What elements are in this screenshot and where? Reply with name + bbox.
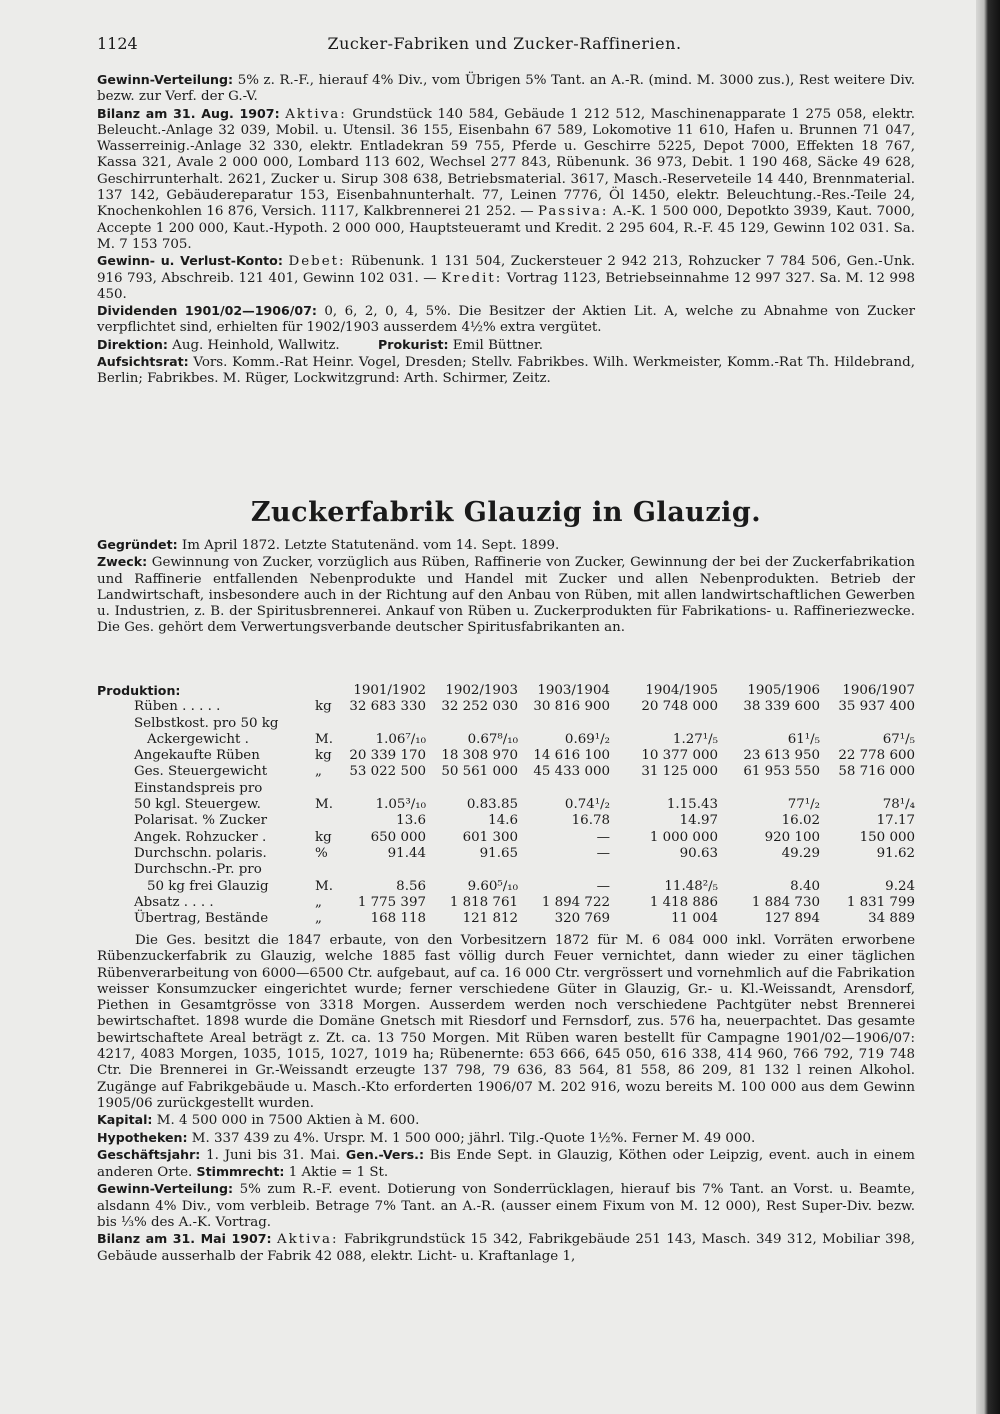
row-unit: „ — [315, 894, 322, 910]
table-cell: 10 377 000 — [641, 748, 718, 764]
row-label: 50 kgl. Steuergew. — [134, 797, 261, 813]
table-row — [97, 813, 917, 829]
prev-direktion: Direktion: Aug. Heinhold, Wallwitz. Prokurist: Emil Büttner. — [97, 336, 544, 353]
table-cell: 0.74¹/₂ — [564, 797, 610, 813]
row-label: Durchschn.-Pr. pro — [134, 862, 262, 878]
table-cell: 1 884 730 — [751, 894, 820, 910]
row-label: Übertrag, Bestände — [134, 911, 269, 927]
table-cell: 650 000 — [370, 829, 426, 845]
table-cell: — — [596, 845, 610, 861]
table-cell: 8.40 — [790, 878, 820, 894]
table-cell: 32 252 030 — [441, 699, 518, 715]
prev-bilanz: Bilanz am 31. Aug. 1907: Aktiva: Grundstück 140 584, Gebäude 1 212 512, Maschinenapparate 1 275 058, elektr. Beleucht.-Anlage 32 039, Mobil. u. Utensil. 36 155, Eisenbahn 67 589, Lokomotive 11 610, Hafen u. Brunnen 71 047, Wasserreinig.-Anlage 32 330, elektr. Entladekran 59 755, Pferde u. Geschirre 5225, Depot 7000, Effekten 18 767, Kassa 321, Avale 2 000 000, Lombard 113 602, Wechsel 277 843, Rübenunk. 36 973, Debit. 1 190 468, Säcke 49 628, Geschirrunterhalt. 2621, Zucker u. Sirup 308 638, Betriebsmaterial. 3617, Masch.-Reserveteile 14 440, Brennmaterial. 137 142, Gebäudereparatur 153, Eisenbahnunterhalt. 77, Leinen 7776, Öl 1450, elektr. Beleuchtung.-Res.-Teile 24, Knochenkohlen 16 876, Versich. 1117, Kalkbrennerei 21 252. — Passiva: A.-K. 1 500 000, Depotkto 3939, Kaut. 7000, Accepte 1 200 000, Kaut.-Hypoth. 2 000 000, Hauptsteueramt und Kredit. 2 295 604, R.-F. 45 129, Gewinn 102 031. Sa. M. 7 153 705. — [97, 105, 915, 252]
row-label: Ackergewicht . — [147, 731, 249, 747]
row-label: Ges. Steuergewicht — [134, 764, 268, 780]
table-cell: 77¹/₂ — [787, 797, 820, 813]
table-cell: 1.27¹/₅ — [672, 731, 718, 747]
table-cell: 16.78 — [571, 813, 610, 829]
table-cell: 30 816 900 — [533, 699, 610, 715]
row-label: 50 kg frei Glauzig — [147, 878, 269, 894]
row-label: Selbstkost. pro 50 kg — [134, 715, 279, 731]
year-header: 1904/1905 — [645, 683, 718, 698]
table-cell: 9.60⁵/₁₀ — [467, 878, 518, 894]
table-cell: 14.97 — [679, 813, 718, 829]
table-cell: 168 118 — [370, 911, 426, 927]
table-cell: 61¹/₅ — [787, 731, 820, 747]
table-cell: 320 769 — [554, 911, 610, 927]
table-cell: 13.6 — [396, 813, 426, 829]
table-cell: 34 889 — [868, 911, 915, 927]
table-cell: 8.56 — [396, 878, 426, 894]
table-row — [97, 911, 917, 927]
prev-gewinn-verteilung: Gewinn-Verteilung: 5% z. R.-F., hierauf 4% Div., vom Übrigen 5% Tant. an A.-R. (mind. M. 3000 zus.), Rest weitere Div. bezw. zur Verf. der G.-V. — [97, 72, 915, 105]
table-row — [97, 895, 917, 911]
row-unit: kg — [315, 748, 332, 764]
table-cell: 91.62 — [876, 845, 915, 861]
page-header — [97, 34, 912, 56]
table-cell: 90.63 — [679, 845, 718, 861]
table-row — [97, 879, 917, 895]
table-cell: 20 339 170 — [349, 748, 426, 764]
table-cell: 0.69¹/₂ — [564, 731, 610, 747]
table-row — [97, 716, 917, 732]
production-table — [97, 683, 917, 927]
company-intro — [97, 537, 915, 637]
row-unit: % — [315, 845, 328, 861]
table-cell: 1 000 000 — [649, 829, 718, 845]
page-edge-shadow — [976, 0, 1000, 1414]
running-title: Zucker-Fabriken und Zucker-Raffinerien. — [327, 34, 682, 53]
table-row — [97, 764, 917, 780]
table-cell: 50 561 000 — [441, 764, 518, 780]
row-unit: „ — [315, 911, 322, 927]
table-cell: 11.48²/₅ — [664, 878, 718, 894]
table-cell: 1.05³/₁₀ — [375, 797, 426, 813]
zweck: Zweck: Gewinnung von Zucker, vorzüglich aus Rüben, Raffinerie von Zucker, Gewinnung der bei der Zuckerfabrikation und Raffinerie entfallenden Nebenprodukte und Handel mit Zucker und allen Nebenprodukten. Betrieb der Landwirtschaft, insbesondere auch in der Richtung auf den Anbau von Rüben, mit allen landwirtschaftlichen Gewerben u. Industrien, z. B. der Spiritusbrennerei. Ankauf von Rüben u. Zuckerprodukten für Fabrikations- u. Raffineriezwecke. Die Ges. gehört dem Verwertungsverbande deutscher Spiritusfabrikanten an. — [97, 554, 915, 636]
table-cell: 9.24 — [885, 878, 915, 894]
table-cell: 91.65 — [479, 845, 518, 861]
table-cell: 78¹/₄ — [882, 797, 915, 813]
previous-company-section — [97, 72, 915, 388]
row-unit: kg — [315, 699, 332, 715]
prev-aufsichtsrat: Aufsichtsrat: Vors. Komm.-Rat Heinr. Vogel, Dresden; Stellv. Fabrikbes. Wilh. Werkmeister, Komm.-Rat Th. Hildebrand, Berlin; Fabrikbes. M. Rüger, Lockwitzgrund: Arth. Schirmer, Zeitz. — [97, 354, 915, 387]
table-row — [97, 862, 917, 878]
table-cell: 1 894 722 — [541, 894, 610, 910]
production-label: Produktion: — [97, 683, 181, 698]
table-row — [97, 830, 917, 846]
row-unit: „ — [315, 764, 322, 780]
geschaeftsjahr: Geschäftsjahr: 1. Juni bis 31. Mai. Gen.-Vers.: Bis Ende Sept. in Glauzig, Köthen oder Leipzig, event. auch in einem anderen Orte. Stimmrecht: 1 Aktie = 1 St. — [97, 1146, 915, 1181]
row-label: Durchschn. polaris. — [134, 845, 267, 861]
row-unit: M. — [315, 731, 333, 747]
company-title: Zuckerfabrik Glauzig in Glauzig. — [250, 497, 762, 528]
kapital: Kapital: M. 4 500 000 in 7500 Aktien à M. 600. — [97, 1112, 420, 1129]
table-row — [97, 699, 917, 715]
table-row — [97, 732, 917, 748]
row-unit: M. — [315, 797, 333, 813]
table-cell: 14 616 100 — [533, 748, 610, 764]
table-cell: 58 716 000 — [838, 764, 915, 780]
table-cell: — — [596, 878, 610, 894]
description-paragraph: Die Ges. besitzt die 1847 erbaute, von den Vorbesitzern 1872 für M. 6 084 000 inkl. Vorräten erworbene Rübenzuckerfabrik zu Glauzig, welche 1885 fast völlig durch Feuer vernichtet, dann wieder zu einer täglichen Rübenverarbeitung von 6000—6500 Ctr. aufgebaut, auf ca. 16 000 Ctr. vergrössert und vornehmlich auf die Fabrikation weisser Konsumzucker eingerichtet wurde; ferner verschiedene Güter in Glauzig, Gr.- u. Kl.-Weissandt, Arensdorf, Piethen in Gesamtgrösse von 3318 Morgen. Ausserdem werden noch verschiedene Pachtgüter nebst Brennerei bewirtschaftet. 1898 wurde die Domäne Gnetsch mit Riesdorf und Fernsdorf, zus. 576 ha, neuerpachtet. Das gesamte bewirtschaftete Areal beträgt z. Zt. ca. 13 750 Morgen. Mit Rüben waren bestellt für Campagne 1901/02—1906/07: 4217, 4083 Morgen, 1035, 1015, 1027, 1019 ha; Rübenernte: 653 666, 645 050, 616 338, 414 960, 766 792, 719 748 Ctr. Die Brennerei in Gr.-Weissandt erzeugte 137 798, 79 636, 83 564, 81 558, 86 209, 81 132 l reinen Alkohol. Zugänge auf Fabrikgebäude u. Masch.-Kto erforderten 1906/07 M. 202 916, wozu bereits M. 100 000 aus dem Gewinn 1905/06 zurückgestellt wurden. — [97, 933, 915, 1111]
year-header: 1903/1904 — [537, 683, 610, 698]
table-cell: 150 000 — [859, 829, 915, 845]
table-row — [97, 781, 917, 797]
table-cell: 121 812 — [462, 911, 518, 927]
row-label: Angek. Rohzucker . — [134, 829, 267, 845]
table-cell: 22 778 600 — [838, 748, 915, 764]
table-row — [97, 797, 917, 813]
page-number: 1124 — [97, 34, 138, 53]
table-cell: 32 683 330 — [349, 699, 426, 715]
table-cell: 91.44 — [387, 845, 426, 861]
row-label: Rüben . . . . . — [134, 699, 221, 715]
table-cell: 31 125 000 — [641, 764, 718, 780]
table-cell: 18 308 970 — [441, 748, 518, 764]
table-cell: 23 613 950 — [743, 748, 820, 764]
year-header: 1901/1902 — [353, 683, 426, 698]
table-cell: 127 894 — [764, 911, 820, 927]
table-cell: 49.29 — [781, 845, 820, 861]
table-cell: 1 818 761 — [449, 894, 518, 910]
gewinn-verteilung: Gewinn-Verteilung: 5% zum R.-F. event. Dotierung von Sonderrücklagen, hierauf bis 7% Tant. an Vorst. u. Beamte, alsdann 4% Div., vom verbleib. Betrage 7% Tant. an A.-R. (ausser einem Fixum von M. 12 000), Rest Super-Div. bezw. bis ⅓% des A.-K. Vortrag. — [97, 1181, 915, 1231]
table-cell: 16.02 — [781, 813, 820, 829]
row-label: Absatz . . . . — [134, 894, 214, 910]
table-cell: 1 831 799 — [846, 894, 915, 910]
year-header: 1902/1903 — [445, 683, 518, 698]
year-header: 1905/1906 — [747, 683, 820, 698]
table-cell: 17.17 — [876, 813, 915, 829]
production-header-row — [97, 683, 917, 699]
table-cell: 601 300 — [462, 829, 518, 845]
table-cell: 1.15.43 — [666, 797, 718, 813]
row-unit: M. — [315, 878, 333, 894]
table-cell: 920 100 — [764, 829, 820, 845]
company-details — [97, 933, 915, 1265]
row-label: Polarisat. % Zucker — [134, 813, 268, 829]
year-header: 1906/1907 — [842, 683, 915, 698]
table-cell: 35 937 400 — [838, 699, 915, 715]
table-cell: 11 004 — [671, 911, 718, 927]
prev-dividenden: Dividenden 1901/02—1906/07: 0, 6, 2, 0, 4, 5%. Die Besitzer der Aktien Lit. A, welche zu Abnahme von Zucker verpflichtet sind, erhielten für 1902/1903 ausserdem 4½% extra vergütet. — [97, 303, 915, 336]
table-cell: — — [596, 829, 610, 845]
table-cell: 61 953 550 — [743, 764, 820, 780]
row-label: Einstandspreis pro — [134, 780, 263, 796]
table-cell: 20 748 000 — [641, 699, 718, 715]
prev-guv: Gewinn- u. Verlust-Konto: Debet: Rübenunk. 1 131 504, Zuckersteuer 2 942 213, Rohzucker 7 784 506, Gen.-Unk. 916 793, Abschreib. 121 401, Gewinn 102 031. — Kredit: Vortrag 1123, Betriebseinnahme 12 997 327. Sa. M. 12 998 450. — [97, 253, 915, 302]
table-cell: 14.6 — [488, 813, 518, 829]
table-row — [97, 748, 917, 764]
table-cell: 38 339 600 — [743, 699, 820, 715]
table-row — [97, 846, 917, 862]
hypotheken: Hypotheken: M. 337 439 zu 4%. Urspr. M. 1 500 000; jährl. Tilg.-Quote 1½%. Ferner M. 49 000. — [97, 1129, 756, 1146]
table-cell: 45 433 000 — [533, 764, 610, 780]
table-cell: 1 418 886 — [649, 894, 718, 910]
table-cell: 67¹/₅ — [882, 731, 915, 747]
table-cell: 53 022 500 — [349, 764, 426, 780]
table-cell: 0.83.85 — [466, 797, 518, 813]
table-cell: 1.06⁷/₁₀ — [375, 731, 426, 747]
row-unit: kg — [315, 829, 332, 845]
table-cell: 0.67⁸/₁₀ — [467, 731, 518, 747]
gegruendet: Gegründet: Im April 1872. Letzte Statutenänd. vom 14. Sept. 1899. — [97, 537, 560, 553]
bilanz: Bilanz am 31. Mai 1907: Aktiva: Fabrikgrundstück 15 342, Fabrikgebäude 251 143, Masch. 349 312, Mobiliar 398, Gebäude ausserhalb der Fabrik 42 088, elektr. Licht- u. Kraftanlage 1, — [97, 1231, 915, 1264]
table-cell: 1 775 397 — [357, 894, 426, 910]
row-label: Angekaufte Rüben — [134, 748, 260, 764]
